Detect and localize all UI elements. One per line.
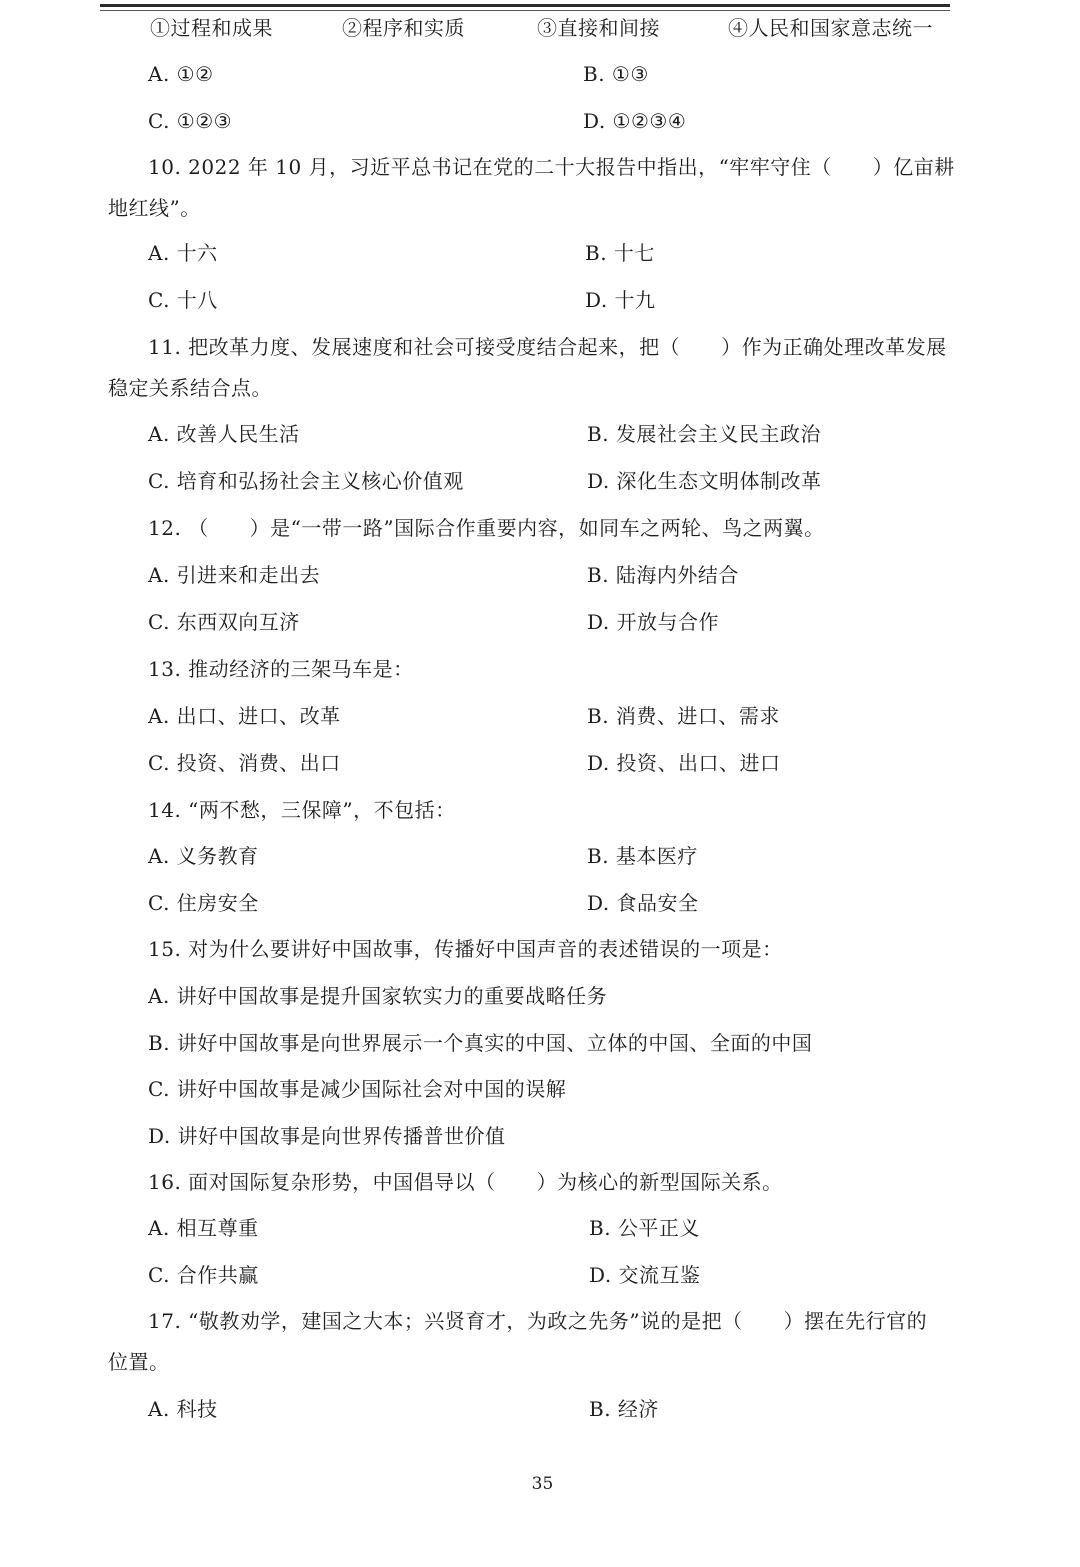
question-16-option-d: D. 交流互鉴 [589, 1263, 701, 1287]
question-10-stem-line1: 10. 2022 年 10 月，习近平总书记在党的二十大报告中指出，“牢牢守住（ ）亿亩耕 [148, 155, 955, 179]
question-17-option-a: A. 科技 [148, 1397, 218, 1421]
q9-option-b: B. ①③ [583, 62, 649, 86]
question-16-option-c: C. 合作共赢 [148, 1263, 259, 1287]
question-16-option-b: B. 公平正义 [589, 1216, 700, 1240]
q9-item-3: ③直接和间接 [537, 16, 660, 40]
q9-option-d: D. ①②③④ [583, 109, 687, 133]
question-13-option-c: C. 投资、消费、出口 [148, 751, 341, 775]
question-12-option-d: D. 开放与合作 [587, 610, 720, 634]
question-10-option-c: C. 十八 [148, 288, 218, 312]
question-10-option-d: D. 十九 [585, 288, 656, 312]
question-15-stem: 15. 对为什么要讲好中国故事，传播好中国声音的表述错误的一项是： [148, 937, 783, 961]
question-13-option-b: B. 消费、进口、需求 [587, 704, 780, 728]
question-10-option-b: B. 十七 [585, 241, 655, 265]
question-14-option-d: D. 食品安全 [587, 891, 699, 915]
question-14-stem: 14. “两不愁，三保障”，不包括： [148, 798, 456, 822]
q9-item-1: ①过程和成果 [150, 16, 273, 40]
question-15-option-a: A. 讲好中国故事是提升国家软实力的重要战略任务 [148, 984, 608, 1008]
question-10-option-a: A. 十六 [148, 241, 218, 265]
q9-item-4: ④人民和国家意志统一 [728, 16, 933, 40]
question-15-option-b: B. 讲好中国故事是向世界展示一个真实的中国、立体的中国、全面的中国 [148, 1031, 813, 1055]
header-rule [100, 4, 950, 7]
question-17-stem [108, 1306, 970, 1377]
question-16-option-a: A. 相互尊重 [148, 1216, 259, 1240]
question-11-stem-line1: 11. 把改革力度、发展速度和社会可接受度结合起来，把（ ）作为正确处理改革发展 [148, 335, 947, 359]
question-11-option-a: A. 改善人民生活 [148, 422, 300, 446]
header-rule-thin [100, 10, 950, 11]
question-10-stem-line2: 地红线”。 [108, 196, 201, 220]
question-11-stem-line2: 稳定关系结合点。 [108, 376, 272, 400]
question-17-option-b: B. 经济 [589, 1397, 659, 1421]
question-14-option-c: C. 住房安全 [148, 891, 259, 915]
question-13-option-a: A. 出口、进口、改革 [148, 704, 341, 728]
question-14-option-b: B. 基本医疗 [587, 844, 698, 868]
question-10-stem [108, 152, 970, 223]
question-11-stem [108, 332, 970, 403]
question-11-option-b: B. 发展社会主义民主政治 [587, 422, 821, 446]
question-12-stem: 12. （ ）是“一带一路”国际合作重要内容，如同车之两轮、鸟之两翼。 [148, 516, 825, 540]
question-12-option-b: B. 陆海内外结合 [587, 563, 739, 587]
question-16-stem: 16. 面对国际复杂形势，中国倡导以（ ）为核心的新型国际关系。 [148, 1170, 783, 1194]
question-12-option-a: A. 引进来和走出去 [148, 563, 321, 587]
q9-option-a: A. ①② [148, 62, 214, 86]
q9-option-c: C. ①②③ [148, 109, 233, 133]
q9-item-2: ②程序和实质 [342, 16, 465, 40]
page-number: 35 [531, 1474, 554, 1494]
question-13-option-d: D. 投资、出口、进口 [587, 751, 781, 775]
question-15-option-c: C. 讲好中国故事是减少国际社会对中国的误解 [148, 1077, 567, 1101]
question-13-stem: 13. 推动经济的三架马车是： [148, 657, 414, 681]
question-12-option-c: C. 东西双向互济 [148, 610, 300, 634]
question-11-option-d: D. 深化生态文明体制改革 [587, 469, 822, 493]
question-15-option-d: D. 讲好中国故事是向世界传播普世价值 [148, 1124, 506, 1148]
question-17-stem-line1: 17. “敬教劝学，建国之大本；兴贤育才，为政之先务”说的是把（ ）摆在先行官的 [148, 1309, 928, 1333]
question-11-option-c: C. 培育和弘扬社会主义核心价值观 [148, 469, 464, 493]
question-14-option-a: A. 义务教育 [148, 844, 259, 868]
question-17-stem-line2: 位置。 [108, 1350, 170, 1374]
